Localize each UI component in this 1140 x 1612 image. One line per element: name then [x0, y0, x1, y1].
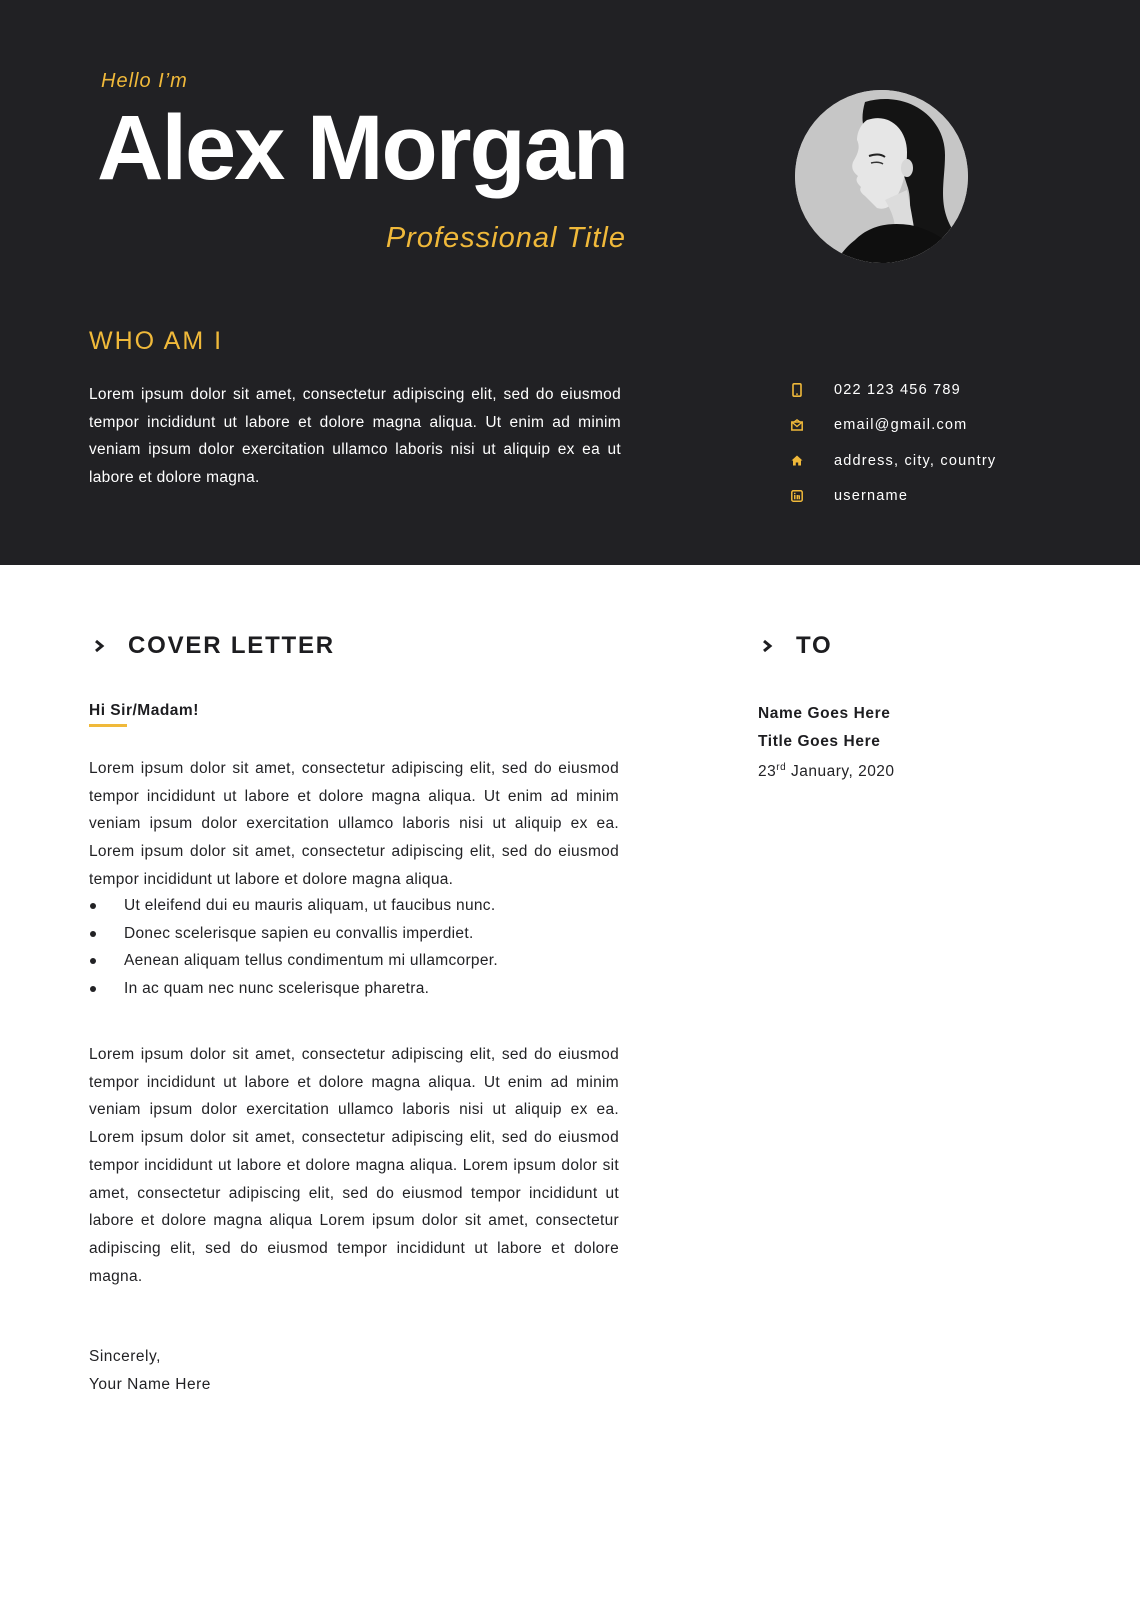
to-heading — [762, 632, 833, 660]
signature-name: Your Name Here — [89, 1375, 211, 1393]
bullet-dot — [90, 986, 96, 992]
bullet-text: Ut eleifend dui eu mauris aliquam, ut faucibus nunc. — [124, 897, 496, 914]
to-title: TO — [796, 632, 833, 659]
contact-list — [790, 382, 1120, 523]
recipient-name: Name Goes Here — [758, 705, 891, 722]
contact-username-text: username — [834, 487, 909, 504]
recipient-title: Title Goes Here — [758, 732, 881, 750]
bullet-dot — [90, 903, 96, 909]
list-item — [89, 920, 619, 948]
greeting: Hello I’m — [101, 70, 188, 92]
bullet-text: Aenean aliquam tellus condimentum mi ullamcorper. — [124, 952, 498, 970]
date-suffix: rd — [776, 762, 787, 774]
letter-bullet-list — [89, 892, 619, 1003]
linkedin-icon — [790, 489, 804, 503]
cover-letter-heading — [94, 632, 335, 660]
chevron-right-icon — [94, 639, 106, 653]
avatar — [795, 90, 968, 263]
salutation: Hi Sir/Madam! — [89, 702, 199, 719]
contact-email-text: email@gmail.com — [834, 417, 968, 434]
bullet-dot — [90, 931, 96, 937]
who-am-i-heading: WHO AM I — [89, 327, 224, 355]
salutation-underline — [89, 724, 127, 727]
list-item — [89, 947, 619, 975]
contact-phone — [790, 382, 1120, 417]
bullet-text: In ac quam nec nunc scelerisque pharetra. — [124, 980, 430, 998]
professional-title: Professional Title — [385, 222, 626, 254]
chevron-right-icon — [762, 639, 774, 653]
home-icon — [790, 454, 804, 468]
contact-linkedin — [790, 488, 1120, 523]
sign-off — [89, 1343, 211, 1398]
list-item — [89, 975, 619, 1003]
person-name: Alex Morgan — [97, 97, 628, 199]
letter-date — [758, 763, 895, 781]
letter-paragraph-2: Lorem ipsum dolor sit amet, consectetur adipiscing elit, sed do eiusmod tempor incididunt ut labore et dolore magna aliqua. Ut enim ad minim veniam ipsum dolor exercitation ullamco laboris nisi ut aliquip ex ea. Lorem ipsum dolor sit amet, consectetur adipiscing elit, sed do eiusmod tempor incididunt ut labore et dolore magna aliqua. Lorem ipsum dolor sit amet, consectetur adipiscing elit, sed do eiusmod tempor incididunt ut labore et dolore magna aliqua Lorem ipsum dolor sit amet, consectetur adipiscing elit, sed do eiusmod tempor incididunt ut labore et dolore magna. — [89, 1046, 619, 1285]
contact-address-text: address, city, country — [834, 452, 997, 469]
bullet-dot — [90, 958, 96, 964]
closing-text: Sincerely, — [89, 1348, 161, 1365]
header-banner — [0, 0, 1140, 565]
bullet-text: Donec scelerisque sapien eu convallis imperdiet. — [124, 924, 474, 942]
email-icon — [790, 418, 804, 432]
about-text: Lorem ipsum dolor sit amet, consectetur adipiscing elit, sed do eiusmod tempor incididunt ut labore et dolore magna aliqua. Ut enim ad minim veniam ipsum dolor exercitation ullamco laboris nisi ut aliquip ex ea ut labore et dolore magna. — [89, 386, 621, 487]
contact-address — [790, 453, 1120, 488]
contact-phone-text: 022 123 456 789 — [834, 382, 961, 398]
cover-letter-title: COVER LETTER — [128, 632, 335, 659]
phone-icon — [790, 383, 804, 397]
date-month-year: January, 2020 — [786, 763, 895, 781]
contact-email — [790, 417, 1120, 452]
letter-paragraph-1: Lorem ipsum dolor sit amet, consectetur adipiscing elit, sed do eiusmod tempor incididunt ut labore et dolore magna aliqua. Ut enim ad minim veniam ipsum dolor exercitation ullamco laboris nisi ut aliquip ex ea. Lorem ipsum dolor sit amet, consectetur adipiscing elit, sed do eiusmod tempor incididunt ut labore et dolore magna aliqua. — [89, 760, 619, 888]
portrait-image — [795, 90, 968, 263]
date-day: 23 — [758, 763, 777, 781]
list-item — [89, 892, 619, 920]
recipient-block — [758, 700, 895, 781]
